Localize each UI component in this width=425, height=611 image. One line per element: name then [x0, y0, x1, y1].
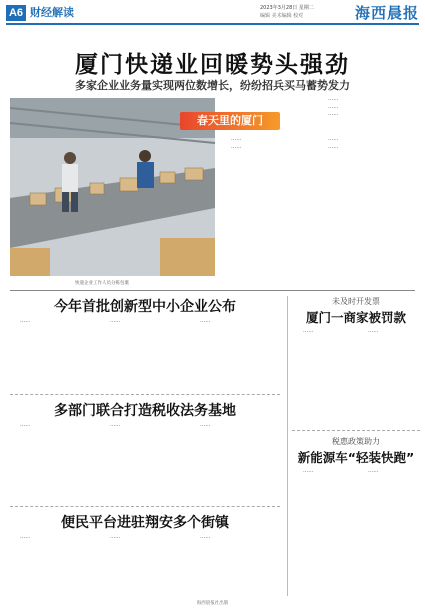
ev-column-2	[358, 468, 418, 596]
page-number: A6	[6, 5, 26, 21]
paragraph: ……	[328, 143, 339, 150]
street-column-3	[190, 534, 280, 596]
paragraph: ……	[200, 534, 211, 540]
paragraph: ……	[368, 328, 379, 334]
paragraph: ……	[328, 96, 339, 102]
section-name: 财经解读	[30, 6, 74, 19]
story-divider	[10, 506, 280, 507]
ev-headline: 新能源车“轻装快跑”	[297, 450, 415, 465]
street-column-2	[100, 534, 184, 596]
ev-column-1	[293, 468, 353, 596]
paragraph: ……	[110, 318, 121, 324]
paragraph: ……	[20, 318, 31, 324]
fine-kicker: 未及时开发票	[332, 297, 380, 306]
section-banner: 春天里的厦门	[180, 112, 280, 130]
lead-column-4	[318, 96, 416, 136]
paragraph: ……	[200, 318, 211, 324]
tax-column-3	[190, 422, 280, 500]
masthead-rule	[6, 23, 419, 25]
issue-date: 2023年3月28日 星期二	[260, 5, 314, 11]
street-column-1	[10, 534, 94, 596]
paragraph: ……	[303, 468, 314, 474]
lead-headline: 厦门快递业回暖势头强劲	[75, 52, 350, 78]
sme-column-2	[100, 318, 184, 388]
fine-column-1	[293, 328, 353, 426]
paragraph: ……	[328, 103, 339, 110]
section-divider	[10, 290, 415, 291]
tax-headline: 多部门联合打造税收法务基地	[54, 403, 236, 419]
lead-column-1	[221, 136, 311, 280]
paragraph: ……	[231, 143, 242, 150]
paragraph: ……	[20, 534, 31, 540]
paragraph: ……	[368, 468, 379, 474]
sme-headline: 今年首批创新型中小企业公布	[54, 299, 236, 315]
issue-meta: 编辑 美术编辑 校对	[260, 13, 304, 19]
sme-column-1	[10, 318, 94, 388]
paragraph: ……	[110, 534, 121, 540]
paragraph: ……	[328, 111, 339, 118]
tax-column-2	[100, 422, 184, 500]
sme-column-3	[190, 318, 280, 388]
page-footer: 海西晨报社出版	[196, 601, 229, 606]
paragraph: ……	[328, 136, 339, 142]
lead-subheadline: 多家企业业务量实现两位数增长，纷纷招兵买马蓄势发力	[75, 79, 350, 92]
paragraph: ……	[200, 422, 211, 428]
paragraph: ……	[110, 422, 121, 428]
paragraph: ……	[231, 136, 242, 142]
column-divider	[287, 296, 288, 596]
story-divider	[10, 394, 280, 395]
tax-column-1	[10, 422, 94, 500]
fine-headline: 厦门一商家被罚款	[305, 310, 406, 325]
ev-kicker: 税惠政策助力	[332, 437, 380, 446]
lead-column-2	[318, 136, 416, 280]
paragraph: ……	[303, 328, 314, 334]
paragraph: ……	[20, 422, 31, 428]
story-divider	[292, 430, 420, 431]
fine-column-2	[358, 328, 418, 426]
photo-caption: 快递企业工作人员分拣包裹	[75, 281, 129, 286]
street-headline: 便民平台进驻翔安多个街镇	[61, 515, 229, 531]
newspaper-logo: 海西晨报	[354, 4, 419, 22]
